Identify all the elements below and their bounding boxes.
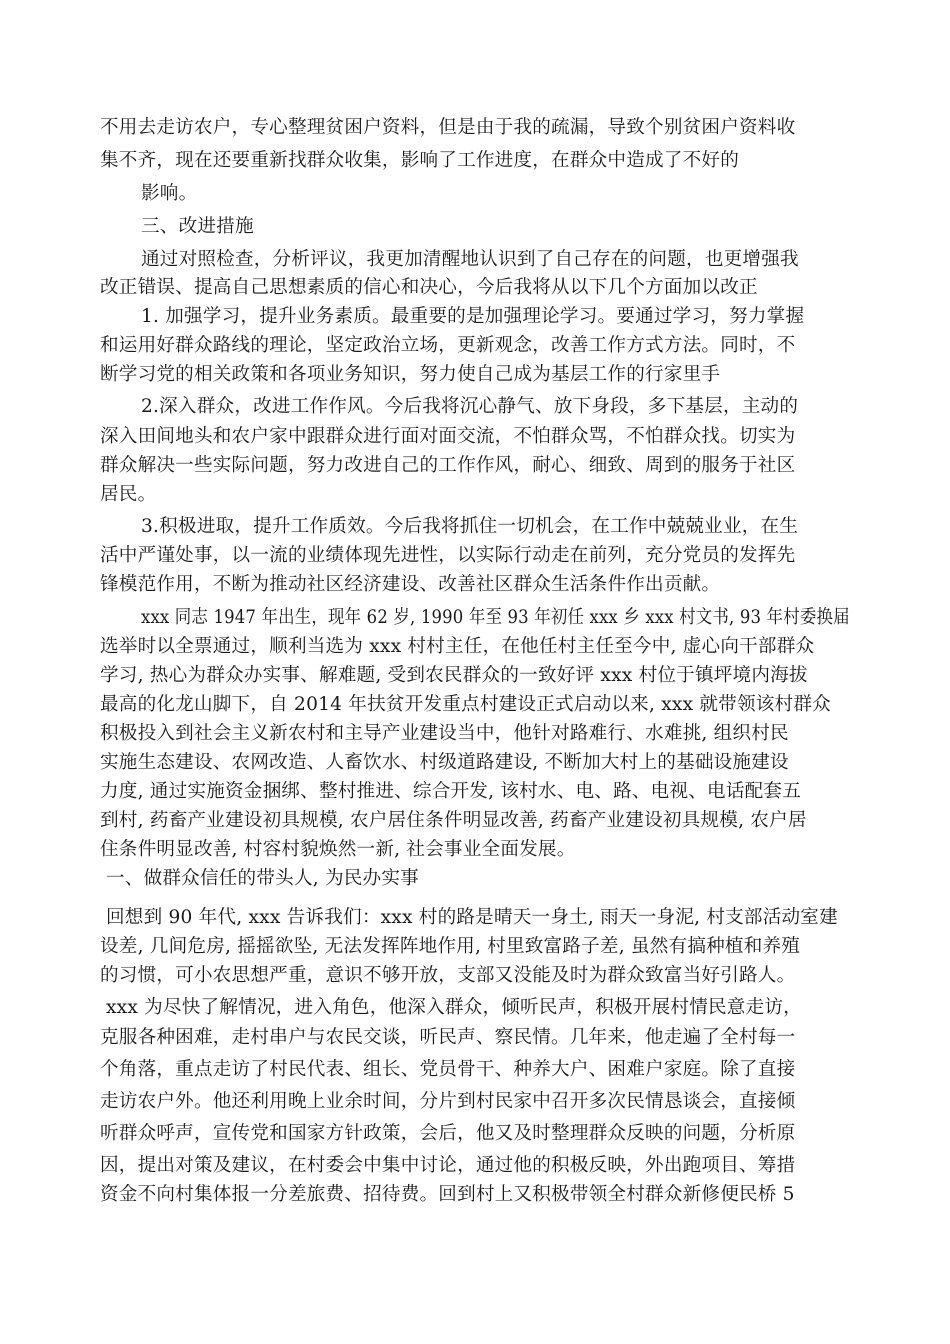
text-line: 影响。 xyxy=(141,183,198,204)
text-line: 不用去走访农户，专心整理贫困户资料，但是由于我的疏漏，导致个别贫困户资料收 xyxy=(100,117,796,138)
list-item-heading: 1. 加强学习，提升业务素质。最重要的是加强理论学习。要通过学习，努力掌握 xyxy=(141,306,805,327)
text-line: 通过对照检查，分析评议，我更加清醒地认识到了自己存在的问题，也更增强我 xyxy=(141,249,799,270)
text-line: 个角落，重点走访了村民代表、组长、党员骨干、种养大户、困难户家庭。除了直接 xyxy=(100,1059,796,1080)
text-line: 选举时以全票通过，顺利当选为 xxx 村村主任，在他任村主任至今中, 虚心向干部群众 xyxy=(100,636,815,657)
text-line: 住条件明显改善, 村容村貌焕然一新, 社会事业全面发展。 xyxy=(100,839,576,860)
text-line: 克服各种困难，走村串户与农民交谈，听民声、察民情。几年来，他走遍了全村每一 xyxy=(100,1027,796,1048)
text-line: 群众解决一些实际问题，努力改进自己的工作作风，耐心、细致、周到的服务于社区 xyxy=(100,455,796,476)
text-line: 积极投入到社会主义新农村和主导产业建设当中，他针对路难行、水难挑, 组织村民 xyxy=(100,723,789,744)
text-line: 回想到 90 年代, xxx 告诉我们：xxx 村的路是晴天一身土, 雨天一身泥, 村支部活动室建 xyxy=(106,907,838,928)
text-line: 力度, 通过实施资金捆绑、整村推进、综合开发, 该村水、电、路、电视、电话配套五 xyxy=(100,781,802,802)
text-line: 实施生态建设、农网改造、人畜饮水、村级道路建设, 不断加大村上的基础设施建设 xyxy=(100,752,789,773)
text-line: 的习惯，可小农思想严重，意识不够开放，支部又没能及时为群众致富当好引路人。 xyxy=(100,965,796,986)
text-line: 听群众呼声，宣传党和国家方针政策，会后，他又及时整理群众反映的问题，分析原 xyxy=(100,1123,796,1144)
list-item-heading: 3.积极进取，提升工作质效。今后我将抓住一切机会，在工作中兢兢业业，在生 xyxy=(141,516,799,537)
text-line: 集不齐，现在还要重新找群众收集，影响了工作进度，在群众中造成了不好的 xyxy=(100,150,739,171)
text-line: 资金不向村集体报一分差旅费、招待费。回到村上又积极带领全村群众新修便民桥 5 xyxy=(100,1184,795,1205)
section-heading: 三、改进措施 xyxy=(141,216,254,237)
text-line: 最高的化龙山脚下，自 2014 年扶贫开发重点村建设正式启动以来, xxx 就带领该村群众 xyxy=(100,694,831,715)
text-line: xxx 为尽快了解情况，进入角色，他深入群众，倾听民声，积极开展村情民意走访， xyxy=(106,997,802,1018)
text-line: 活中严谨处事，以一流的业绩体现先进性，以实际行动走在前列，充分党员的发挥先 xyxy=(100,545,796,566)
text-line: 走访农户外。他还利用晚上业余时间，分片到村民家中召开多次民情恳谈会，直接倾 xyxy=(100,1091,796,1112)
text-line: 到村, 药畜产业建设初具规模, 农户居住条件明显改善, 药畜产业建设初具规模, 农户居 xyxy=(100,810,807,831)
text-line: 断学习党的相关政策和各项业务知识，努力使自己成为基层工作的行家里手 xyxy=(100,364,721,385)
text-line: 和运用好群众路线的理论，坚定政治立场，更新观念，改善工作方式方法。同时，不 xyxy=(100,335,796,356)
text-line: 锋模范作用，不断为推动社区经济建设、改善社区群众生活条件作出贡献。 xyxy=(100,574,721,595)
text-line: 设差, 几间危房, 摇摇欲坠, 无法发挥阵地作用, 村里致富路子差, 虽然有搞种植和养殖 xyxy=(100,936,801,957)
text-line: 居民。 xyxy=(100,484,157,505)
list-item-heading: 2.深入群众，改进工作作风。今后我将沉心静气、放下身段，多下基层，主动的 xyxy=(141,396,799,417)
section-heading: 一、做群众信任的带头人, 为民办实事 xyxy=(106,868,419,889)
text-line: xxx 同志 1947 年出生，现年 62 岁, 1990 年至 93 年初任 xxx 乡 xxx 村文书, 93 年村委换届 xyxy=(141,607,850,628)
text-line: 改正错误、提高自己思想素质的信心和决心，今后我将从以下几个方面加以改正 xyxy=(100,277,758,298)
text-line: 深入田间地头和农户家中跟群众进行面对面交流，不怕群众骂，不怕群众找。切实为 xyxy=(100,426,796,447)
text-line: 学习, 热心为群众办实事、解难题, 受到农民群众的一致好评 xxx 村位于镇坪境内海拔 xyxy=(100,665,808,686)
text-line: 因，提出对策及建议，在村委会中集中讨论，通过他的积极反映，外出跑项目、筹措 xyxy=(100,1155,796,1176)
